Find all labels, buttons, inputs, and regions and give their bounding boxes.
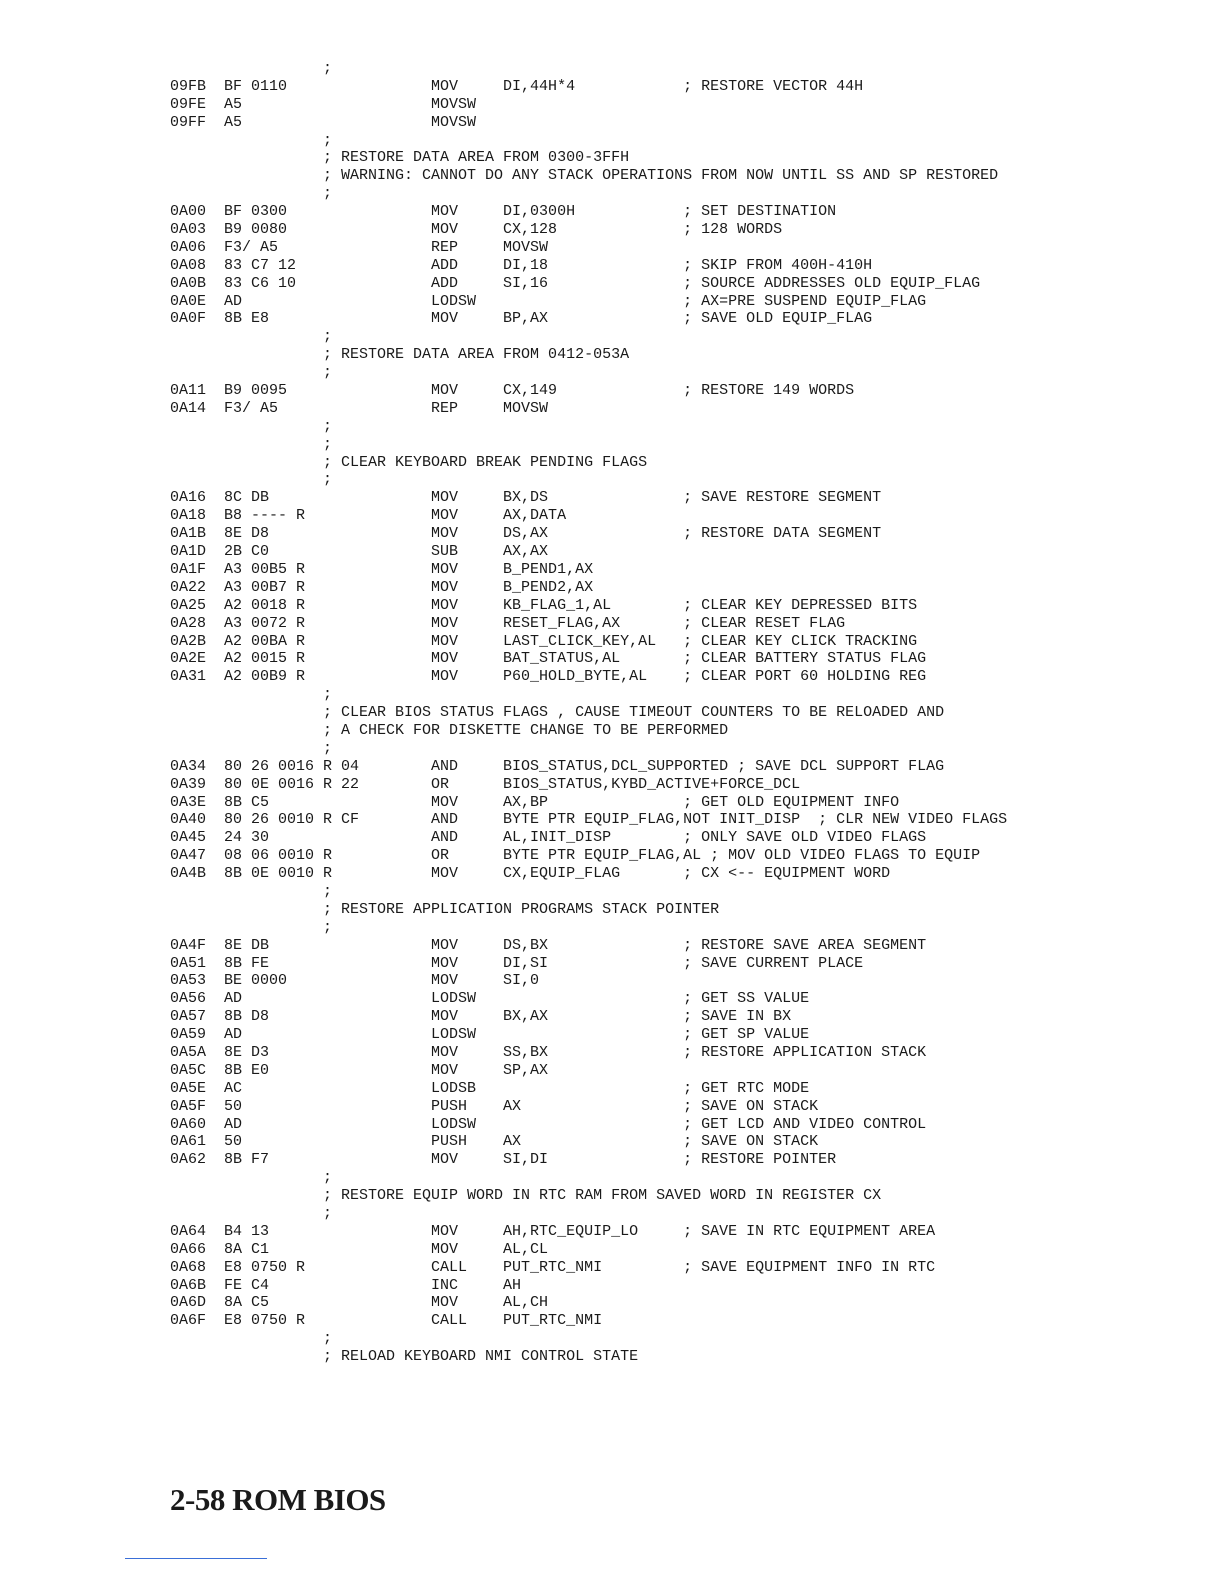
code-line: 0A40 80 26 0010 R CF AND BYTE PTR EQUIP_FLAG,NOT INIT_DISP ; CLR NEW VIDEO FLAGS [170, 811, 1008, 829]
code-line: 0A34 80 26 0016 R 04 AND BIOS_STATUS,DCL_SUPPORTED ; SAVE DCL SUPPORT FLAG [170, 757, 945, 775]
code-line: 0A2E A2 0015 R MOV BAT_STATUS,AL ; CLEAR BATTERY STATUS FLAG [170, 650, 927, 668]
code-line: 0A64 B4 13 MOV AH,RTC_EQUIP_LO ; SAVE IN RTC EQUIPMENT AREA [170, 1222, 936, 1240]
code-line: 0A66 8A C1 MOV AL,CL [170, 1240, 549, 1258]
code-line: ; [170, 364, 333, 382]
code-line: 0A6D 8A C5 MOV AL,CH [170, 1294, 549, 1312]
code-line: 0A2B A2 00BA R MOV LAST_CLICK_KEY,AL ; CLEAR KEY CLICK TRACKING [170, 632, 918, 650]
code-line: 0A18 B8 ---- R MOV AX,DATA [170, 507, 567, 525]
code-line: ; WARNING: CANNOT DO ANY STACK OPERATIONS FROM NOW UNTIL SS AND SP RESTORED [170, 167, 999, 185]
code-line: 0A5C 8B E0 MOV SP,AX [170, 1061, 549, 1079]
code-line: 0A59 AD LODSW ; GET SP VALUE [170, 1026, 810, 1044]
code-line: ; RESTORE DATA AREA FROM 0412-053A [170, 346, 630, 364]
code-line: ; [170, 417, 333, 435]
code-line: 0A0E AD LODSW ; AX=PRE SUSPEND EQUIP_FLAG [170, 292, 927, 310]
code-line: 09FE A5 MOVSW [170, 95, 477, 113]
code-line: 0A4F 8E DB MOV DS,BX ; RESTORE SAVE AREA SEGMENT [170, 936, 927, 954]
code-line: 0A28 A3 0072 R MOV RESET_FLAG,AX ; CLEAR RESET FLAG [170, 614, 846, 632]
code-line: 0A39 80 0E 0016 R 22 OR BIOS_STATUS,KYBD_ACTIVE+FORCE_DCL [170, 775, 801, 793]
code-line: 0A14 F3/ A5 REP MOVSW [170, 399, 549, 417]
code-line: 0A1B 8E D8 MOV DS,AX ; RESTORE DATA SEGMENT [170, 525, 882, 543]
code-line: ; CLEAR KEYBOARD BREAK PENDING FLAGS [170, 453, 648, 471]
code-line: 0A16 8C DB MOV BX,DS ; SAVE RESTORE SEGMENT [170, 489, 882, 507]
code-line: 0A22 A3 00B7 R MOV B_PEND2,AX [170, 578, 594, 596]
code-line: ; [170, 882, 333, 900]
code-line: ; [170, 471, 333, 489]
code-line: 0A68 E8 0750 R CALL PUT_RTC_NMI ; SAVE EQUIPMENT INFO IN RTC [170, 1258, 936, 1276]
code-line: 0A0F 8B E8 MOV BP,AX ; SAVE OLD EQUIP_FLAG [170, 310, 873, 328]
code-line: 0A31 A2 00B9 R MOV P60_HOLD_BYTE,AL ; CLEAR PORT 60 HOLDING REG [170, 668, 927, 686]
code-line: 0A11 B9 0095 MOV CX,149 ; RESTORE 149 WORDS [170, 382, 855, 400]
code-line: ; [170, 1205, 333, 1222]
page-footer: 2-58 ROM BIOS [170, 1482, 386, 1517]
code-line: 0A57 8B D8 MOV BX,AX ; SAVE IN BX [170, 1008, 792, 1026]
code-line: 0A3E 8B C5 MOV AX,BP ; GET OLD EQUIPMENT INFO [170, 793, 900, 811]
code-line: ; [170, 131, 333, 149]
code-line: 0A53 BE 0000 MOV SI,0 [170, 972, 540, 990]
code-line: 0A5A 8E D3 MOV SS,BX ; RESTORE APPLICATION STACK [170, 1043, 927, 1061]
code-line: 0A1D 2B C0 SUB AX,AX [170, 543, 549, 561]
code-listing [170, 60, 1007, 1366]
code-line: 0A25 A2 0018 R MOV KB_FLAG_1,AL ; CLEAR KEY DEPRESSED BITS [170, 596, 918, 614]
code-line: 0A6B FE C4 INC AH [170, 1276, 522, 1294]
code-line: 09FF A5 MOVSW [170, 113, 477, 131]
code-line: 0A62 8B F7 MOV SI,DI ; RESTORE POINTER [170, 1151, 837, 1169]
code-line: 0A03 B9 0080 MOV CX,128 ; 128 WORDS [170, 221, 783, 239]
code-line: ; RELOAD KEYBOARD NMI CONTROL STATE [170, 1348, 639, 1366]
code-line: 0A5E AC LODSB ; GET RTC MODE [170, 1079, 810, 1097]
code-line: ; [170, 739, 333, 757]
code-line: 0A51 8B FE MOV DI,SI ; SAVE CURRENT PLACE [170, 954, 864, 972]
code-line: ; RESTORE DATA AREA FROM 0300-3FFH [170, 149, 630, 167]
code-line: ; A CHECK FOR DISKETTE CHANGE TO BE PERFORMED [170, 721, 729, 739]
code-line: 0A47 08 06 0010 R OR BYTE PTR EQUIP_FLAG,AL ; MOV OLD VIDEO FLAGS TO EQUIP [170, 847, 981, 865]
code-line: 0A5F 50 PUSH AX ; SAVE ON STACK [170, 1097, 819, 1115]
code-line: ; [170, 185, 333, 203]
code-line: 0A61 50 PUSH AX ; SAVE ON STACK [170, 1133, 819, 1151]
code-line: ; [170, 60, 333, 77]
code-line: 0A45 24 30 AND AL,INIT_DISP ; ONLY SAVE OLD VIDEO FLAGS [170, 829, 927, 847]
code-line: 0A6F E8 0750 R CALL PUT_RTC_NMI [170, 1312, 603, 1330]
code-line: ; [170, 328, 333, 346]
code-line: ; RESTORE EQUIP WORD IN RTC RAM FROM SAVED WORD IN REGISTER CX [170, 1187, 882, 1205]
code-line: 0A0B 83 C6 10 ADD SI,16 ; SOURCE ADDRESSES OLD EQUIP_FLAG [170, 274, 981, 292]
code-line: ; CLEAR BIOS STATUS FLAGS , CAUSE TIMEOUT COUNTERS TO BE RELOADED AND [170, 704, 945, 722]
code-line: 0A60 AD LODSW ; GET LCD AND VIDEO CONTROL [170, 1115, 927, 1133]
code-line: ; RESTORE APPLICATION PROGRAMS STACK POINTER [170, 900, 720, 918]
code-line: 0A1F A3 00B5 R MOV B_PEND1,AX [170, 560, 594, 578]
code-line: 0A06 F3/ A5 REP MOVSW [170, 238, 549, 256]
code-line: ; [170, 1169, 333, 1187]
code-line: ; [170, 686, 333, 704]
code-line: 0A00 BF 0300 MOV DI,0300H ; SET DESTINATION [170, 203, 837, 221]
code-line: ; [170, 1330, 333, 1348]
code-line: ; [170, 918, 333, 936]
bottom-rule [125, 1558, 267, 1559]
code-line: 0A08 83 C7 12 ADD DI,18 ; SKIP FROM 400H-410H [170, 256, 873, 274]
code-line: 0A4B 8B 0E 0010 R MOV CX,EQUIP_FLAG ; CX <-- EQUIPMENT WORD [170, 865, 891, 883]
code-line: 0A56 AD LODSW ; GET SS VALUE [170, 990, 810, 1008]
code-line: 09FB BF 0110 MOV DI,44H*4 ; RESTORE VECTOR 44H [170, 77, 864, 95]
code-line: ; [170, 435, 333, 453]
